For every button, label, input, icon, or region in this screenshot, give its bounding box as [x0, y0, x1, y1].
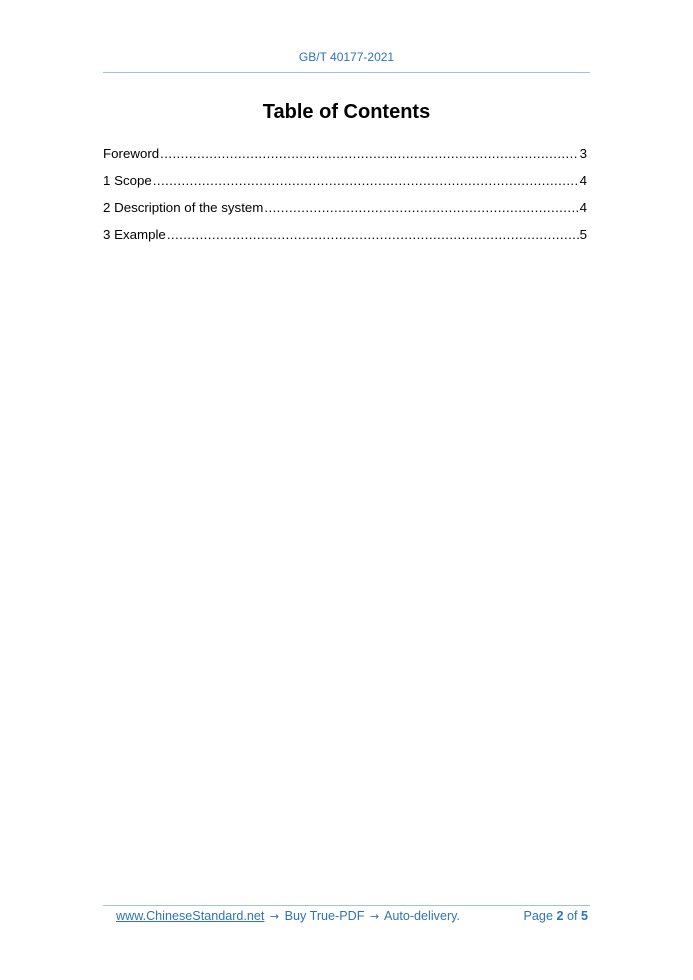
toc-entry-scope[interactable]	[103, 172, 587, 199]
current-page-number: 2	[556, 909, 564, 923]
toc-entry-description[interactable]	[103, 199, 587, 226]
toc-entry-example[interactable]	[103, 226, 587, 253]
total-pages-number: 5	[580, 909, 588, 923]
toc-dot-leader	[167, 226, 579, 244]
arrow-right-icon: →	[269, 910, 280, 923]
toc-entry-label: 2 Description of the system	[103, 200, 264, 215]
toc-entry-page: 3	[579, 146, 587, 161]
page-word: Page	[523, 909, 553, 923]
toc-entry-page: 4	[579, 200, 587, 215]
toc-entry-label: Foreword	[103, 146, 160, 161]
footer-divider	[103, 905, 590, 906]
of-word: of	[566, 909, 578, 923]
toc-dot-leader	[160, 145, 578, 163]
toc-entry-page: 5	[579, 227, 587, 242]
website-link[interactable]: www.ChineseStandard.net	[116, 909, 265, 923]
toc-entry-foreword[interactable]	[103, 145, 587, 172]
toc-list	[103, 145, 587, 253]
toc-dot-leader	[153, 172, 579, 190]
toc-entry-label: 1 Scope	[103, 173, 152, 188]
document-header: GB/T 40177-2021	[298, 50, 395, 64]
auto-delivery-text: Auto-delivery.	[383, 909, 461, 923]
toc-entry-label: 3 Example	[103, 227, 166, 242]
page-footer	[116, 909, 588, 923]
header-divider	[103, 72, 590, 73]
toc-dot-leader	[264, 199, 578, 217]
page-indicator	[524, 909, 588, 923]
arrow-right-icon: →	[369, 910, 380, 923]
toc-entry-page: 4	[579, 173, 587, 188]
toc-title: Table of Contents	[262, 101, 431, 123]
buy-true-pdf-text: Buy True-PDF	[284, 909, 365, 923]
